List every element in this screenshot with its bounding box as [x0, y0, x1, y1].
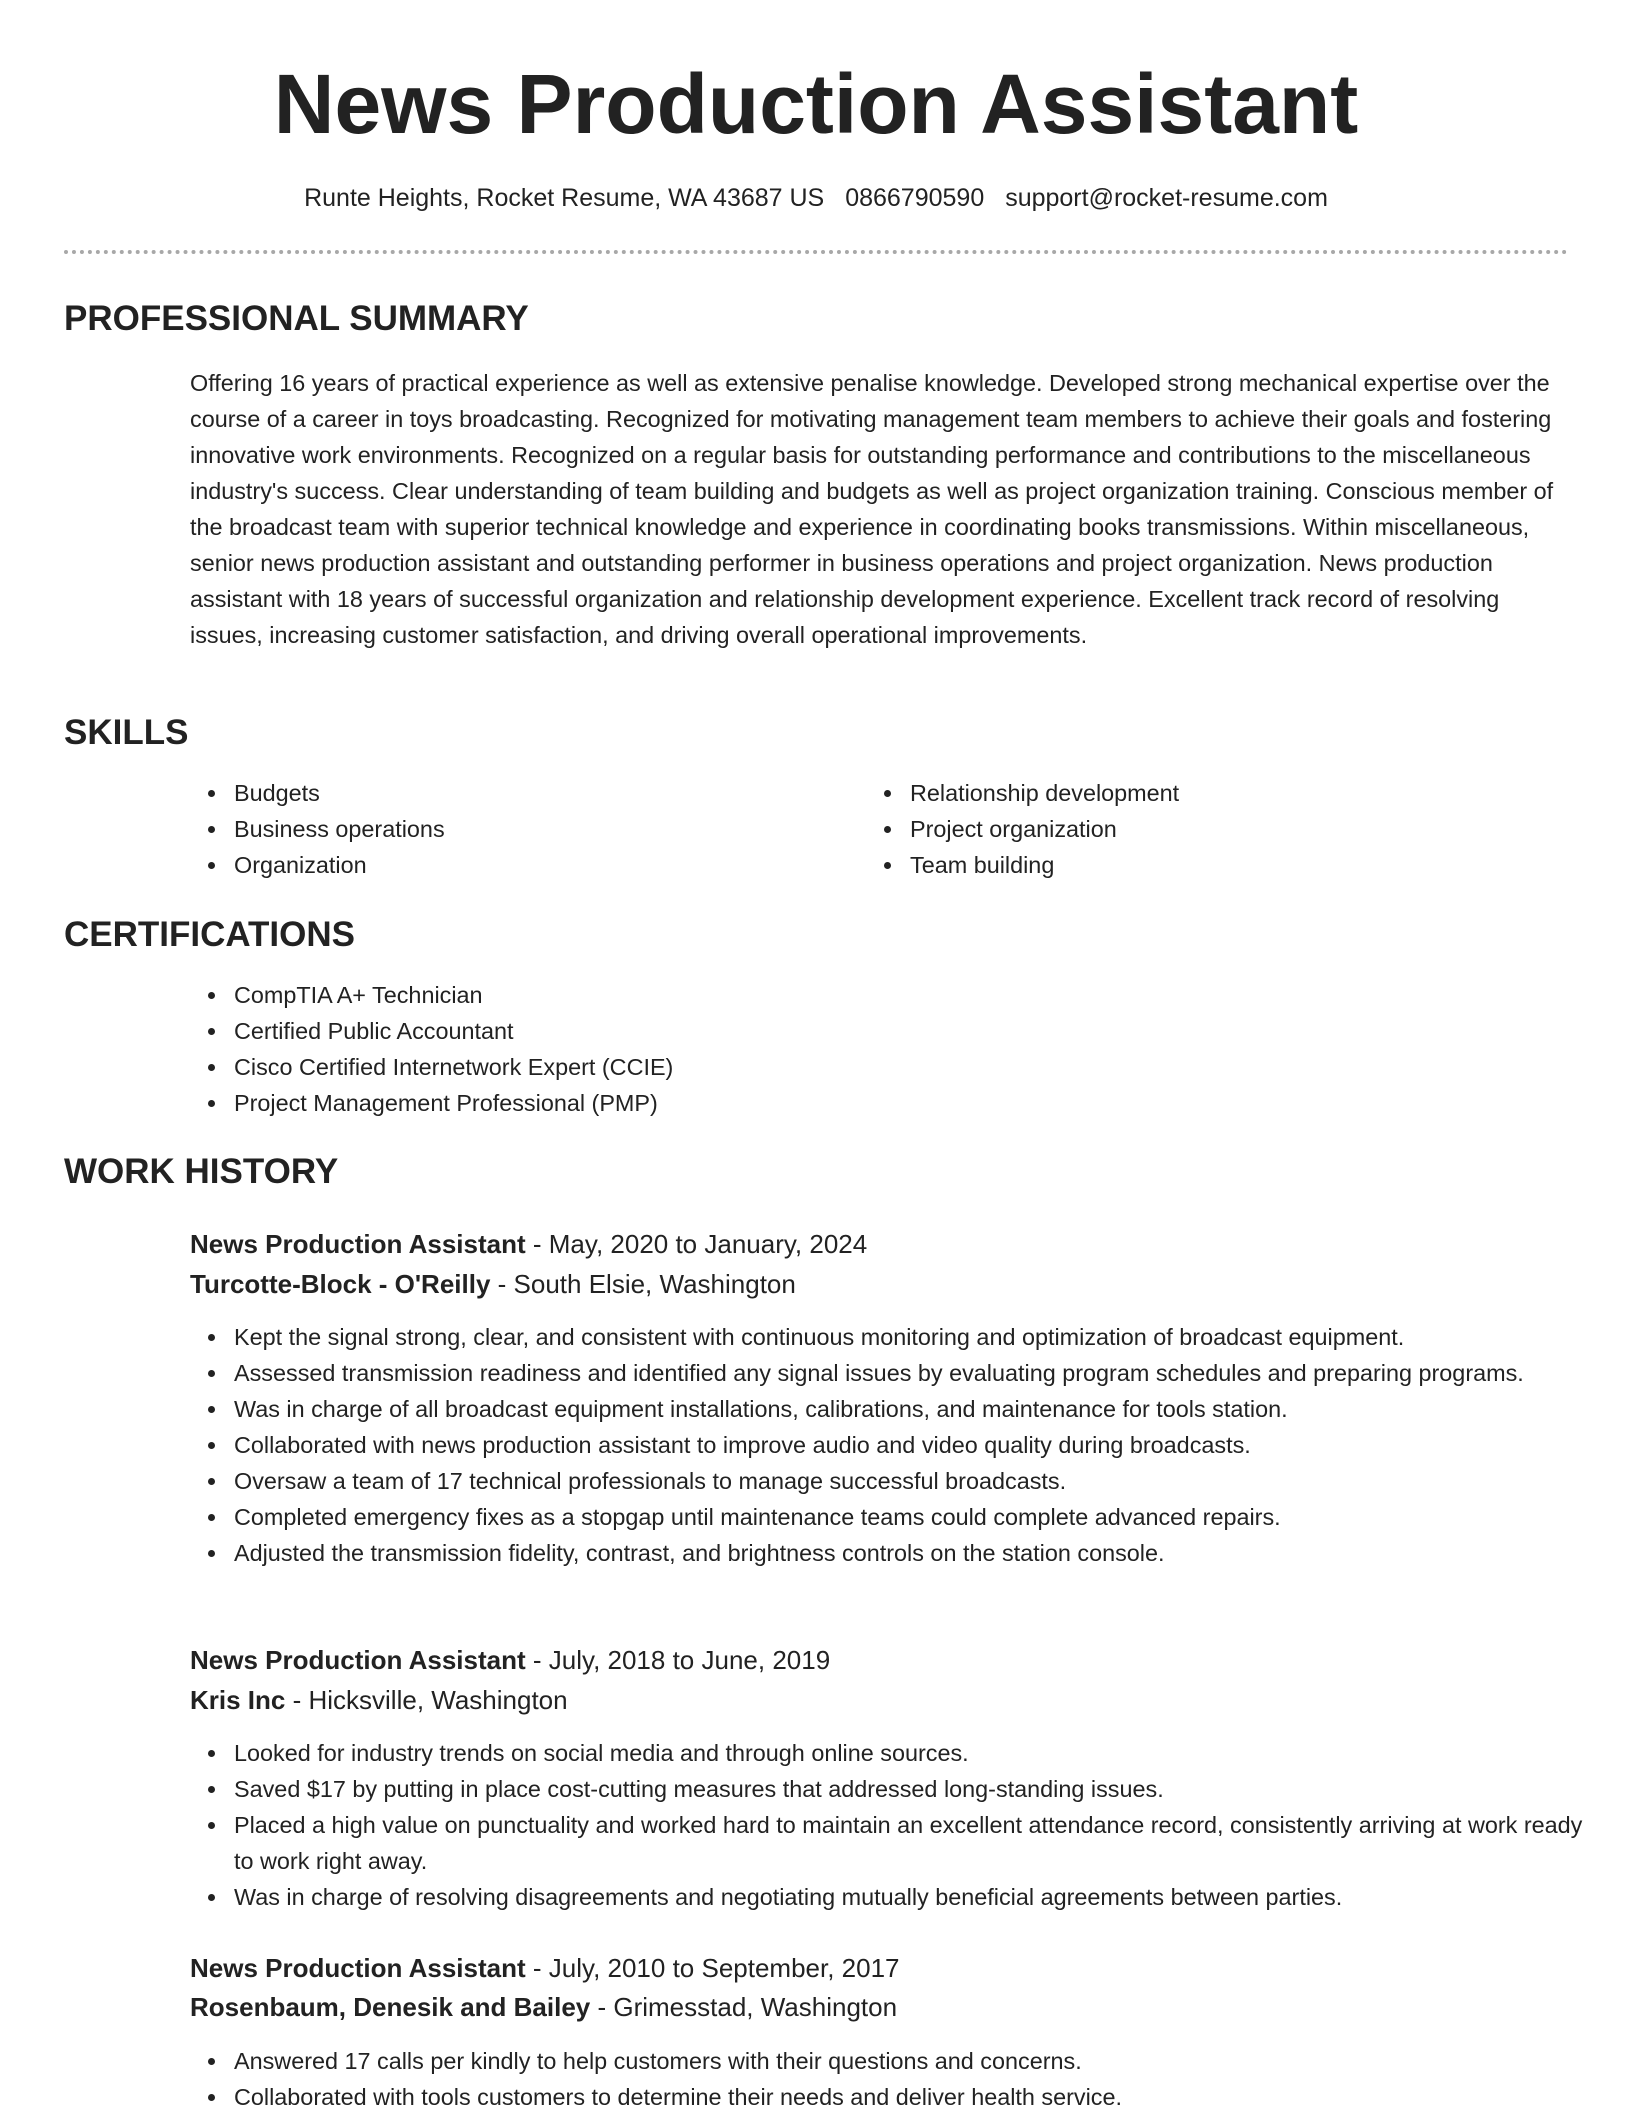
skill-item: Business operations — [234, 811, 854, 847]
skill-item: Project organization — [910, 811, 1550, 847]
skill-item: Team building — [910, 847, 1550, 883]
work-history-heading: WORK HISTORY — [64, 1152, 339, 1191]
job-company-line — [190, 1989, 897, 2025]
email-link[interactable]: support@rocket-resume.com — [1005, 184, 1328, 212]
job-company: Rosenbaum, Denesik and Bailey — [190, 1992, 591, 2022]
job-role: News Production Assistant — [190, 1953, 526, 1983]
skills-list-right — [866, 775, 1550, 883]
job-company-line — [190, 1682, 568, 1718]
job-company-line — [190, 1266, 796, 1302]
job-bullet: Completed emergency fixes as a stopgap until maintenance teams could complete advanced repairs. — [234, 1499, 1574, 1535]
job-location: - South Elsie, Washington — [490, 1269, 796, 1299]
job-bullets — [190, 2043, 1574, 2115]
contact-line — [0, 180, 1632, 216]
job-bullet: Collaborated with tools customers to determine their needs and deliver health service. — [234, 2079, 1574, 2115]
job-company: Kris Inc — [190, 1685, 286, 1715]
job-bullets — [190, 1319, 1574, 1571]
job-bullet: Was in charge of resolving disagreements and negotiating mutually beneficial agreements between parties. — [234, 1879, 1589, 1915]
job-bullet: Oversaw a team of 17 technical professionals to manage successful broadcasts. — [234, 1463, 1574, 1499]
job-bullet: Collaborated with news production assistant to improve audio and video quality during broadcasts. — [234, 1427, 1574, 1463]
job-dates: - July, 2018 to June, 2019 — [525, 1645, 831, 1675]
job-role: News Production Assistant — [190, 1645, 526, 1675]
job-location: - Hicksville, Washington — [285, 1685, 568, 1715]
job-bullet: Saved $17 by putting in place cost-cutting measures that addressed long-standing issues. — [234, 1771, 1589, 1807]
skill-item: Budgets — [234, 775, 854, 811]
summary-heading: PROFESSIONAL SUMMARY — [64, 299, 529, 338]
job-dates: - May, 2020 to January, 2024 — [525, 1229, 868, 1259]
certification-item: Project Management Professional (PMP) — [234, 1085, 1564, 1121]
certifications-list — [190, 977, 1564, 1121]
job-bullet: Adjusted the transmission fidelity, contrast, and brightness controls on the station console. — [234, 1535, 1574, 1571]
skill-item: Organization — [234, 847, 854, 883]
job-bullet: Looked for industry trends on social media and through online sources. — [234, 1735, 1589, 1771]
job-title-line — [190, 1642, 830, 1678]
job-bullets — [190, 1735, 1589, 1915]
skills-heading: SKILLS — [64, 713, 189, 752]
job-company: Turcotte-Block - O'Reilly — [190, 1269, 491, 1299]
job-title-line — [190, 1950, 900, 1986]
summary-text: Offering 16 years of practical experience as well as extensive penalise knowledge. Developed strong mechanical expertise over the course of a career in toys broadcasting. Recognized for motivating management team members to achieve their goals and fostering innovative work environments. Recognized on a regular basis for outstanding performance and contributions to the miscellaneous industry's success. Clear understanding of team building and budgets as well as project organization training. Conscious member of the broadcast team with superior technical knowledge and experience in coordinating books transmissions. Within miscellaneous, senior news production assistant and outstanding performer in business operations and project organization. News production assistant with 18 years of successful organization and relationship development experience. Excellent track record of resolving issues, increasing customer satisfaction, and driving overall operational improvements. — [190, 370, 1554, 648]
skill-item: Relationship development — [910, 775, 1550, 811]
phone-text: 0866790590 — [845, 184, 985, 212]
certifications-heading: CERTIFICATIONS — [64, 915, 356, 954]
job-dates: - July, 2010 to September, 2017 — [525, 1953, 900, 1983]
page-title: News Production Assistant — [273, 57, 1359, 151]
job-title-line — [190, 1226, 867, 1262]
job-bullet: Kept the signal strong, clear, and consistent with continuous monitoring and optimization of broadcast equipment. — [234, 1319, 1574, 1355]
address-text: Runte Heights, Rocket Resume, WA 43687 US — [304, 184, 825, 212]
job-bullet: Answered 17 calls per kindly to help customers with their questions and concerns. — [234, 2043, 1574, 2079]
job-bullet: Was in charge of all broadcast equipment installations, calibrations, and maintenance for tools station. — [234, 1391, 1574, 1427]
certification-item: CompTIA A+ Technician — [234, 977, 1564, 1013]
job-bullet: Placed a high value on punctuality and worked hard to maintain an excellent attendance record, consistently arriving at work ready to work right away. — [234, 1807, 1589, 1879]
skills-list-left — [190, 775, 854, 883]
header-divider — [64, 250, 1568, 254]
certification-item: Certified Public Accountant — [234, 1013, 1564, 1049]
job-bullet: Assessed transmission readiness and identified any signal issues by evaluating program schedules and preparing programs. — [234, 1355, 1574, 1391]
certification-item: Cisco Certified Internetwork Expert (CCIE) — [234, 1049, 1564, 1085]
job-role: News Production Assistant — [190, 1229, 526, 1259]
job-location: - Grimesstad, Washington — [590, 1992, 898, 2022]
